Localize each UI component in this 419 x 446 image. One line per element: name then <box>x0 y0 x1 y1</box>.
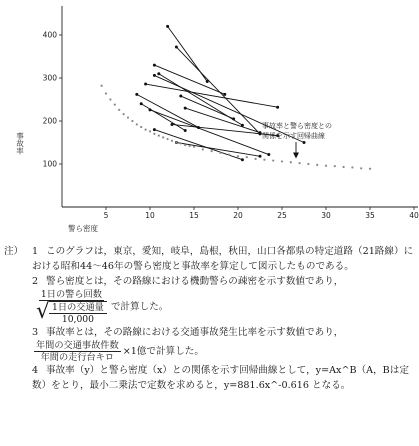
accident-rate-formula <box>34 340 121 363</box>
segment-line <box>146 84 278 107</box>
x-tick-label: 20 <box>233 211 243 220</box>
x-tick-label: 30 <box>321 211 331 220</box>
regression-point <box>145 129 147 131</box>
x-tick-label: 35 <box>365 211 375 220</box>
segment-start-point <box>171 123 174 126</box>
x-tick-label: 10 <box>145 211 155 220</box>
segment-end-point <box>276 106 279 109</box>
annotation-arrow-head <box>293 153 299 159</box>
formula-numerator: 年間の交通事故件数 <box>36 340 119 351</box>
note-tail: で計算した。 <box>110 301 169 313</box>
annotation-line-2: 関係を示す回帰曲線 <box>262 132 325 140</box>
note-number: 2 <box>32 276 39 287</box>
segment-start-point <box>135 93 138 96</box>
regression-point <box>246 156 248 158</box>
y-axis-label: 事故率 <box>15 132 25 155</box>
note-text: このグラフは，東京，愛知，岐阜，島根，秋田，山口各都県の特定道路（21路線）における昭和44〜46年の警ら密度と事故率を算定して図示したものである。 <box>32 246 414 272</box>
segment-end-point <box>232 117 235 120</box>
regression-point <box>255 158 257 160</box>
regression-point <box>360 167 362 169</box>
note-text: 事故率（y）と警ら密度（x）との関係を示す回帰曲線として，y=Ax^B（A，Bは定数）をとり，最小二乗法で定数を求めると，y=881.6x^-0.616 となる。 <box>32 365 409 391</box>
regression-annotation <box>262 121 332 159</box>
regression-point <box>123 113 125 115</box>
note-number: 3 <box>32 327 39 338</box>
data-segments <box>135 25 305 161</box>
note-tail: ×1億で計算した。 <box>122 346 204 357</box>
x-tick-label: 15 <box>189 211 199 220</box>
segment-start-point <box>184 107 187 110</box>
regression-point <box>167 138 169 140</box>
formula-denominator <box>34 301 109 325</box>
y-tick-label: 400 <box>42 30 57 40</box>
sqrt-sign: √ <box>36 299 51 324</box>
regression-point <box>189 145 191 147</box>
segment-start-point <box>157 72 160 75</box>
note-text: 警ら密度とは，その路線における機動警らの疎密を示す数値であり， <box>46 276 344 287</box>
regression-point <box>202 148 204 150</box>
segment-line <box>185 108 260 133</box>
chart-ticks <box>43 31 419 221</box>
patrol-density-formula <box>34 289 109 325</box>
segment-start-point <box>166 25 169 28</box>
note-number: 1 <box>32 246 39 257</box>
y-tick-label: 100 <box>42 159 57 169</box>
segment-start-point <box>144 83 147 86</box>
regression-point <box>263 159 265 161</box>
segment-line <box>176 143 260 157</box>
note-3 <box>4 325 416 363</box>
segment-end-point <box>267 153 270 156</box>
regression-point <box>290 161 292 163</box>
regression-point <box>153 133 155 135</box>
regression-point <box>162 136 164 138</box>
regression-point <box>351 166 353 168</box>
regression-point <box>237 155 239 157</box>
note-1 <box>4 244 416 274</box>
regression-point <box>325 165 327 167</box>
regression-point <box>299 162 301 164</box>
note-2 <box>4 274 416 325</box>
regression-point <box>109 98 111 100</box>
segment-end-point <box>259 155 262 158</box>
regression-point <box>193 146 195 148</box>
segment-start-point <box>179 95 182 98</box>
regression-point <box>219 152 221 154</box>
y-tick-label: 300 <box>42 73 57 83</box>
regression-point <box>272 159 274 161</box>
regression-point <box>180 142 182 144</box>
regression-point <box>171 140 173 142</box>
regression-point <box>369 168 371 170</box>
regression-point <box>149 130 151 132</box>
x-tick-label: 5 <box>103 211 109 220</box>
x-tick-label: 25 <box>277 211 287 220</box>
segment-start-point <box>153 128 156 131</box>
chart-axes <box>62 6 418 207</box>
regression-point <box>101 85 103 87</box>
note-text: 事故率とは，その路線における交通事故発生比率を示す数値であり， <box>46 327 344 338</box>
regression-point <box>228 153 230 155</box>
regression-point <box>127 116 129 118</box>
y-tick-label: 200 <box>42 116 57 126</box>
regression-point <box>175 141 177 143</box>
regression-point <box>136 123 138 125</box>
inner-numerator: 1日の交通量 <box>49 302 107 314</box>
regression-point <box>334 165 336 167</box>
sqrt-content <box>49 301 107 325</box>
segment-start-point <box>153 64 156 67</box>
x-axis-label: 警ら密度 <box>68 224 98 233</box>
segment-start-point <box>153 74 156 77</box>
regression-point <box>140 126 142 128</box>
regression-point <box>281 160 283 162</box>
regression-point <box>158 135 160 137</box>
formula-numerator: 1日の警ら回数 <box>40 289 102 300</box>
segment-end-point <box>223 93 226 96</box>
segment-end-point <box>241 158 244 161</box>
regression-point <box>184 144 186 146</box>
regression-point <box>131 120 133 122</box>
segment-start-point <box>175 46 178 49</box>
regression-point <box>118 109 120 111</box>
regression-point <box>105 92 107 94</box>
segment-start-point <box>149 108 152 111</box>
note-4 <box>4 363 416 393</box>
regression-point <box>343 166 345 168</box>
regression-point <box>211 150 213 152</box>
note-number: 4 <box>32 365 39 376</box>
segment-start-point <box>140 102 143 105</box>
formula-denominator: 年間の走行台キロ <box>40 352 115 363</box>
regression-point <box>114 104 116 106</box>
segment-end-point <box>184 129 187 132</box>
notes-header: 注） <box>4 246 24 257</box>
regression-point <box>307 163 309 165</box>
x-tick-label: 40 <box>409 211 419 220</box>
annotation-line-1: 事故率と警ら密度との <box>262 122 332 130</box>
notes-section <box>4 244 416 393</box>
inner-denominator: 10,000 <box>61 314 94 325</box>
regression-point <box>316 164 318 166</box>
segment-end-point <box>303 141 306 144</box>
